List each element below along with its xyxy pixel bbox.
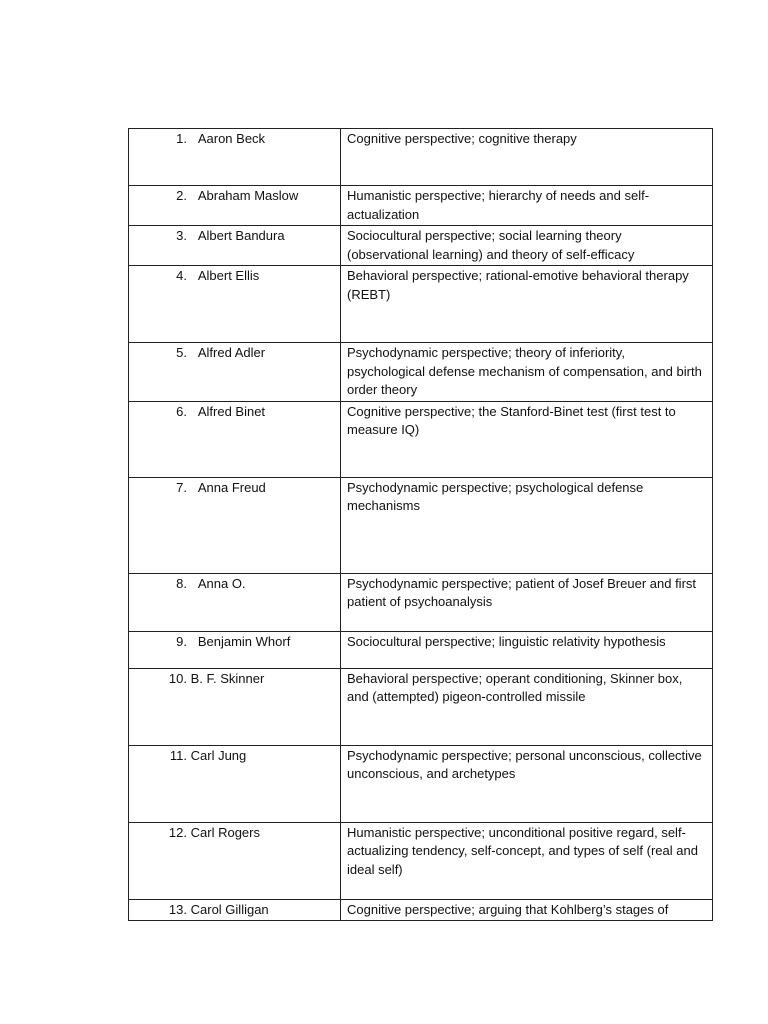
psychologist-name: B. F. Skinner	[190, 670, 265, 686]
table-row	[129, 401, 713, 477]
table-row	[129, 226, 713, 266]
description-cell	[341, 401, 713, 477]
row-number: 11.	[169, 747, 187, 763]
table-row	[129, 745, 713, 822]
description-text: Psychodynamic perspective; patient of Josef Breuer and first patient of psychoanalysis	[347, 575, 697, 609]
row-number: 1.	[176, 131, 187, 146]
description-text: Psychodynamic perspective; psychological defense mechanisms	[347, 479, 644, 513]
table-row	[129, 822, 713, 899]
description-text: Psychodynamic perspective; personal unconscious, collective unconscious, and archetypes	[347, 747, 702, 781]
description-text: Humanistic perspective; hierarchy of needs and self-actualization	[347, 188, 650, 222]
table-row	[129, 668, 713, 745]
row-number: 12.	[168, 824, 187, 840]
table-row	[129, 343, 713, 402]
table-row	[129, 477, 713, 573]
table-row	[129, 631, 713, 668]
table-row	[129, 266, 713, 343]
name-cell	[129, 573, 341, 631]
psychologist-name: Abraham Maslow	[197, 188, 299, 203]
row-number: 10.	[168, 670, 187, 686]
description-cell	[341, 899, 713, 921]
row-number: 13.	[168, 901, 187, 917]
psychologists-table	[128, 128, 713, 921]
psychologist-name: Anna O.	[197, 575, 246, 591]
description-text: Cognitive perspective; cognitive therapy	[347, 131, 577, 146]
name-cell	[129, 822, 341, 899]
name-cell	[129, 745, 341, 822]
table-row	[129, 573, 713, 631]
description-cell	[341, 745, 713, 822]
description-cell	[341, 266, 713, 343]
row-number: 6.	[176, 403, 187, 419]
psychologist-name: Aaron Beck	[197, 131, 266, 146]
table-row	[129, 899, 713, 921]
description-cell	[341, 668, 713, 745]
row-number: 5.	[176, 345, 187, 360]
description-text: Sociocultural perspective; linguistic relativity hypothesis	[347, 633, 666, 649]
description-text: Cognitive perspective; the Stanford-Binet test (first test to measure IQ)	[347, 403, 676, 437]
description-text: Cognitive perspective; arguing that Kohlberg’s stages of	[347, 901, 669, 917]
description-cell	[341, 226, 713, 266]
psychologist-name: Benjamin Whorf	[197, 633, 291, 649]
name-cell	[129, 899, 341, 921]
description-cell	[341, 129, 713, 186]
psychologist-name: Carol Gilligan	[190, 901, 269, 917]
row-number: 7.	[176, 479, 187, 495]
table-row	[129, 129, 713, 186]
row-number: 9.	[176, 633, 187, 649]
description-cell	[341, 343, 713, 402]
description-text: Behavioral perspective; rational-emotive behavioral therapy (REBT)	[347, 268, 689, 302]
description-cell	[341, 631, 713, 668]
row-number: 8.	[176, 575, 187, 591]
row-number: 4.	[176, 268, 187, 283]
name-cell	[129, 186, 341, 226]
name-cell	[129, 668, 341, 745]
description-cell	[341, 477, 713, 573]
description-text: Psychodynamic perspective; theory of inferiority, psychological defense mechanism of compensation, and birth order theory	[347, 345, 702, 397]
psychologist-name: Carl Jung	[190, 747, 247, 763]
name-cell	[129, 343, 341, 402]
description-text: Sociocultural perspective; social learning theory (observational learning) and theory of self-efficacy	[347, 228, 635, 262]
psychologist-name: Alfred Binet	[197, 403, 266, 419]
psychologist-name: Albert Ellis	[197, 268, 260, 283]
name-cell	[129, 226, 341, 266]
name-cell	[129, 477, 341, 573]
description-text: Behavioral perspective; operant conditioning, Skinner box, and (attempted) pigeon-controlled missile	[347, 670, 683, 704]
description-text: Humanistic perspective; unconditional positive regard, self-actualizing tendency, self-concept, and types of self (real and ideal self)	[347, 824, 698, 877]
name-cell	[129, 266, 341, 343]
table-row	[129, 186, 713, 226]
row-number: 2.	[176, 188, 187, 203]
psychologist-name: Alfred Adler	[197, 345, 266, 360]
description-cell	[341, 573, 713, 631]
name-cell	[129, 401, 341, 477]
psychologist-name: Anna Freud	[197, 479, 266, 495]
description-cell	[341, 822, 713, 899]
psychologist-name: Carl Rogers	[190, 824, 260, 840]
description-cell	[341, 186, 713, 226]
row-number: 3.	[176, 228, 187, 243]
name-cell	[129, 129, 341, 186]
name-cell	[129, 631, 341, 668]
psychologist-name: Albert Bandura	[197, 228, 285, 243]
